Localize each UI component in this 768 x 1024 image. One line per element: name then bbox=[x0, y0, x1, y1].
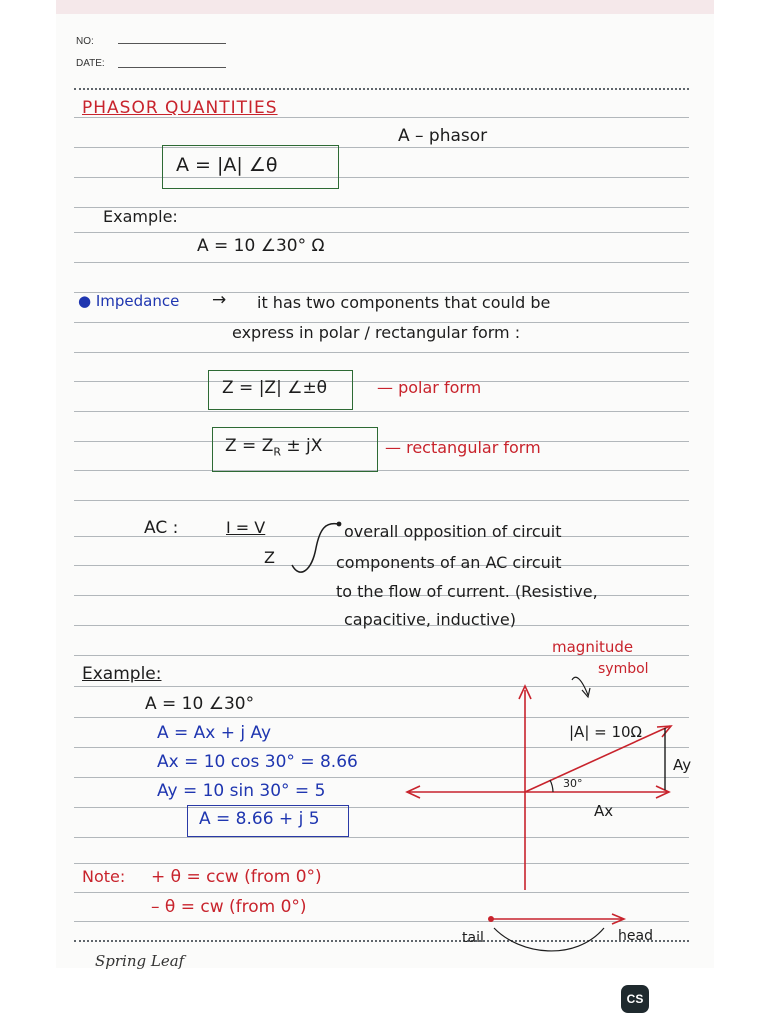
arrow-icon: → bbox=[212, 290, 227, 310]
impedance-label: Impedance bbox=[95, 292, 180, 310]
note-label: Note: bbox=[82, 867, 126, 886]
impedance-text-2: express in polar / rectangular form : bbox=[232, 323, 521, 342]
example2-line-3: Ax = 10 cos 30° = 8.66 bbox=[157, 752, 358, 772]
ohm-law-top: I = V bbox=[226, 518, 266, 537]
rect-formula-sub: R bbox=[273, 445, 281, 459]
ac-desc-1: overall opposition of circuit bbox=[344, 522, 562, 541]
ohm-law-bottom: Z bbox=[264, 548, 275, 567]
date-label: DATE: bbox=[76, 58, 105, 69]
angle-label: 30° bbox=[563, 777, 583, 790]
example2-line-1: A = 10 ∠30° bbox=[145, 694, 255, 714]
tail-label: tail bbox=[462, 930, 484, 946]
rect-formula-z: Z = Z bbox=[225, 436, 274, 456]
note-line-2: – θ = cw (from 0°) bbox=[151, 897, 307, 917]
camscanner-badge: CS bbox=[621, 985, 649, 1013]
ac-desc-3: to the flow of current. (Resistive, bbox=[336, 582, 598, 601]
ac-desc-4: capacitive, inductive) bbox=[344, 610, 516, 629]
example2-result: A = 8.66 + j 5 bbox=[199, 809, 320, 829]
rect-form-label: — rectangular form bbox=[385, 438, 541, 457]
polar-form-label: — polar form bbox=[377, 378, 482, 397]
impedance-text-1: it has two components that could be bbox=[257, 293, 551, 312]
no-label: NO: bbox=[76, 36, 94, 47]
phasor-formula: A = |A| ∠θ bbox=[176, 154, 278, 176]
magnitude-label: magnitude bbox=[552, 638, 634, 656]
brand-logo: Spring Leaf bbox=[95, 952, 185, 970]
rect-formula-tail: ± jX bbox=[281, 436, 323, 456]
vector-label: |A| = 10Ω bbox=[569, 723, 643, 741]
ac-desc-2: components of an AC circuit bbox=[336, 553, 562, 572]
example2-line-2: A = Ax + j Ay bbox=[157, 723, 272, 743]
head-label: head bbox=[618, 928, 653, 944]
phasor-note: A – phasor bbox=[398, 126, 488, 146]
polar-formula: Z = |Z| ∠±θ bbox=[222, 378, 328, 398]
bullet-icon: ● bbox=[78, 292, 92, 310]
example-value: A = 10 ∠30° Ω bbox=[197, 236, 325, 256]
note-line-1: + θ = ccw (from 0°) bbox=[151, 867, 322, 887]
example2-line-4: Ay = 10 sin 30° = 5 bbox=[157, 781, 326, 801]
example2-label: Example: bbox=[82, 664, 162, 684]
page-title: PHASOR QUANTITIES bbox=[82, 98, 278, 118]
ax-label: Ax bbox=[594, 802, 614, 820]
ac-label: AC : bbox=[144, 518, 179, 538]
example-label: Example: bbox=[103, 207, 178, 226]
ay-label: Ay bbox=[673, 756, 692, 774]
symbol-label: symbol bbox=[598, 661, 649, 677]
